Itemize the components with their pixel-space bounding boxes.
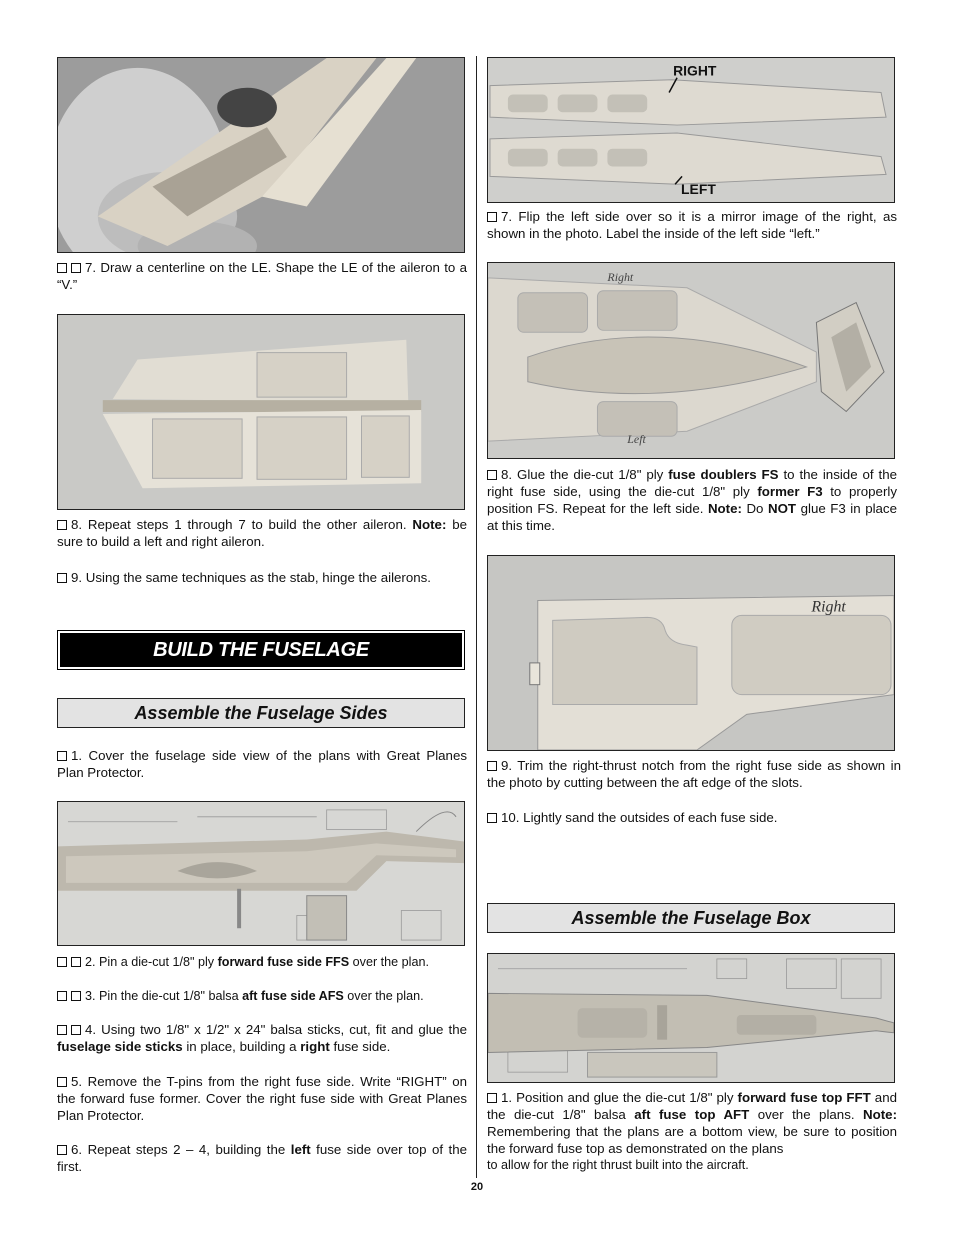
step-sides-5 [57, 1073, 467, 1124]
step-text: 1. Position and glue the die-cut 1/8" ply [501, 1090, 738, 1105]
checkbox-icon[interactable] [71, 957, 81, 967]
step-sides-4 [57, 1021, 467, 1055]
step-text: 10. Lightly sand the outsides of each fuse side. [501, 810, 778, 825]
step-text: 8. Glue the die-cut 1/8" ply [501, 467, 669, 482]
photo-fuse-side-on-plans [57, 801, 465, 946]
photo-fuse-top-on-plans [487, 953, 895, 1083]
step-bold-text: former F3 [757, 484, 823, 499]
step-sides-8 [487, 466, 897, 534]
step-bold-text: fuselage side sticks [57, 1039, 183, 1054]
step-text: 2. Pin a die-cut 1/8" ply [85, 955, 218, 969]
step-sides-10 [487, 809, 897, 826]
step-text: glue F3 in place at this time. [487, 501, 897, 533]
step-text: 7. Flip the left side over so it is a mirror image of the right, as shown in the photo. Label the inside of the left side “left.” [487, 209, 897, 241]
photo-aileron-assembled [57, 314, 465, 510]
step-bold-text: NOT [767, 501, 797, 516]
photo-label-right: RIGHT [673, 62, 717, 79]
step-bold-text: aft fuse top AFT [634, 1107, 750, 1122]
step-text: 4. Using two 1/8" x 1/2" x 24" balsa sticks, cut, fit and glue the [85, 1022, 467, 1037]
step-text: to the inside of the right fuse side, using the die-cut 1/8" ply [487, 467, 897, 499]
checkbox-icon[interactable] [487, 813, 497, 823]
step-sides-9 [487, 757, 901, 791]
checkbox-icon[interactable] [57, 957, 67, 967]
step-aileron-8 [57, 516, 467, 550]
step-text: 6. Repeat steps 2 – 4, building the [71, 1142, 291, 1157]
photo-label-left-script: Left [627, 432, 646, 447]
step-bold-text: right [300, 1039, 330, 1054]
checkbox-icon[interactable] [57, 1145, 67, 1155]
step-text: 7. Draw a centerline on the LE. Shape the LE of the aileron to a “V.” [57, 260, 467, 292]
step-text: Do [741, 501, 768, 516]
step-text: 3. Pin the die-cut 1/8" balsa [85, 989, 243, 1003]
section-title: BUILD THE FUSELAGE [60, 633, 462, 667]
step-sides-6 [57, 1141, 467, 1175]
step-text: over the plan. [349, 955, 429, 969]
checkbox-icon[interactable] [57, 751, 67, 761]
section-banner [57, 630, 465, 670]
step-text: in place, building a [182, 1039, 301, 1054]
photo-label-left: LEFT [681, 181, 716, 198]
step-bold-text: left [290, 1142, 311, 1157]
checkbox-icon[interactable] [71, 991, 81, 1001]
step-bold-text: Note: [707, 501, 742, 516]
step-text: fuse side. [329, 1039, 391, 1054]
checkbox-icon[interactable] [57, 1077, 67, 1087]
step-sides-1 [57, 747, 467, 781]
checkbox-icon[interactable] [71, 1025, 81, 1035]
step-text: over the plan. [343, 989, 424, 1003]
step-text: 8. Repeat steps 1 through 7 to build the other aileron. [71, 517, 413, 532]
checkbox-icon[interactable] [57, 573, 67, 583]
step-sides-2 [57, 953, 471, 971]
photo-right-thrust-notch [487, 555, 895, 751]
checkbox-icon[interactable] [57, 520, 67, 530]
subsection-heading-sides: Assemble the Fuselage Sides [57, 698, 465, 728]
photo-label-right-script: Right [607, 269, 634, 284]
checkbox-icon[interactable] [487, 212, 497, 222]
step-text: 9. Using the same techniques as the stab, hinge the ailerons. [71, 570, 431, 585]
step-text: to allow for the right thrust built into the aircraft. [487, 1158, 749, 1172]
photo-aileron-le-shaping [57, 57, 465, 253]
column-divider [476, 56, 477, 1178]
step-bold-text: fuse doublers FS [668, 467, 779, 482]
step-text: over the plans. [749, 1107, 864, 1122]
step-bold-text: forward fuse side FFS [217, 955, 350, 969]
checkbox-icon[interactable] [487, 1093, 497, 1103]
photo-fuse-doublers-former [487, 262, 895, 459]
step-aileron-9 [57, 569, 471, 586]
photo-right-left-fuse-sides [487, 57, 895, 203]
subsection-heading-box: Assemble the Fuselage Box [487, 903, 895, 933]
step-text: 5. Remove the T-pins from the right fuse side. Write “RIGHT” on the forward fuse former. Cover the right fuse side with Great Planes Plan Protector. [57, 1074, 467, 1123]
checkbox-icon[interactable] [487, 470, 497, 480]
step-bold-text: Note: [863, 1107, 897, 1122]
step-box-1 [487, 1089, 897, 1174]
step-text: to properly position FS. Repeat for the left side. [487, 484, 897, 516]
step-text: 1. Cover the fuselage side view of the plans with Great Planes Plan Protector. [57, 748, 467, 780]
checkbox-icon[interactable] [57, 263, 67, 273]
step-bold-text: forward fuse top FFT [737, 1090, 871, 1105]
photo-label-right-script-2: Right [811, 598, 846, 616]
step-sides-3 [57, 987, 471, 1005]
step-text: and the die-cut 1/8" balsa [487, 1090, 897, 1122]
step-text: 9. Trim the right-thrust notch from the right fuse side as shown in the photo by cutting between the aft edge of the slots. [487, 758, 901, 790]
step-aileron-7 [57, 259, 467, 293]
step-sides-7 [487, 208, 897, 242]
checkbox-icon[interactable] [57, 991, 67, 1001]
step-text: Remembering that the plans are a bottom view, be sure to position the forward fuse top as demonstrated on the plans [487, 1124, 897, 1156]
step-text: be sure to build a left and right aileron. [57, 517, 467, 549]
checkbox-icon[interactable] [487, 761, 497, 771]
step-text: fuse side over top of the first. [57, 1142, 467, 1174]
checkbox-icon[interactable] [71, 263, 81, 273]
page-number: 20 [470, 1181, 484, 1193]
step-bold-text: Note: [412, 517, 447, 532]
checkbox-icon[interactable] [57, 1025, 67, 1035]
step-bold-text: aft fuse side AFS [242, 989, 344, 1003]
